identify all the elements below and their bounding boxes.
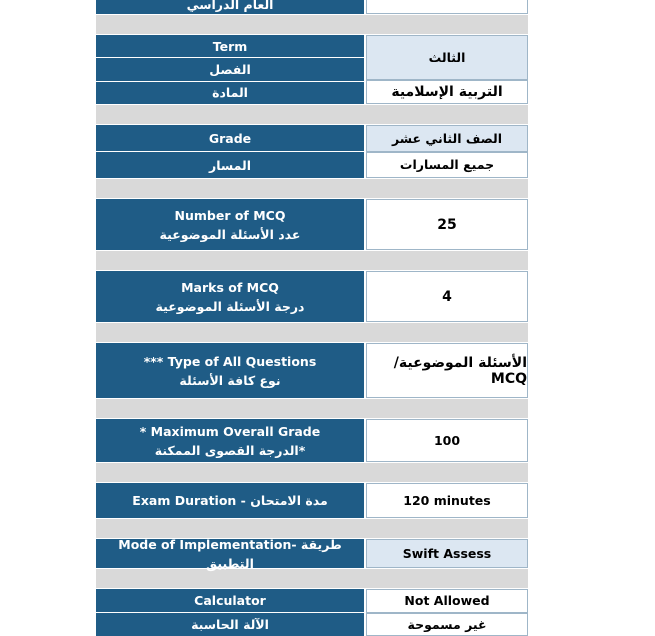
separator [96,398,528,418]
grade-track-labels [96,125,366,178]
duration-row [96,482,528,518]
term-value: الثالث [366,35,528,80]
calculator-value-en: Not Allowed [366,589,528,613]
semester-label: الفصل [96,57,364,80]
track-label: المسار [96,151,364,178]
mcq-count-value: 25 [366,199,528,250]
mcq-count-label: Number of MCQ عدد الأسئلة الموضوعية [96,199,366,250]
calculator-labels [96,589,366,636]
term-subject-values [366,35,528,104]
term-subject-labels [96,35,366,104]
separator [96,14,528,34]
separator [96,104,528,124]
question-type-value: الأسئلة الموضوعية/ MCQ [366,343,528,398]
grade-label: Grade [96,125,364,151]
academic-year-label: العام الدراسي [96,0,366,14]
track-value: جميع المسارات [366,152,528,179]
max-grade-value: 100 [366,419,528,462]
mode-value: Swift Assess [366,539,528,568]
calculator-row [96,588,528,636]
separator [96,462,528,482]
subject-value: التربية الإسلامية [366,80,528,104]
calculator-label-ar: الآلة الحاسبة [96,612,364,636]
mode-row [96,538,528,568]
question-type-label: *** Type of All Questions نوع كافة الأسئلة [96,343,366,398]
mcq-marks-value: 4 [366,271,528,322]
separator [96,250,528,270]
mcq-marks-row [96,270,528,322]
subject-label: المادة [96,81,364,104]
separator [96,178,528,198]
question-type-row [96,342,528,398]
duration-value: 120 minutes [366,483,528,518]
grade-track-values [366,125,528,178]
academic-year-row [96,0,528,14]
max-grade-label: * Maximum Overall Grade *الدرجة القصوى الممكنة [96,419,366,462]
academic-year-value [366,0,528,14]
max-grade-row [96,418,528,462]
calculator-value-ar: غير مسموحة [366,613,528,636]
grade-track-row [96,124,528,178]
mcq-count-row [96,198,528,250]
term-subject-row [96,34,528,104]
separator [96,322,528,342]
calculator-values [366,589,528,636]
term-label: Term [96,35,364,57]
duration-label: Exam Duration - مدة الامتحان [96,483,366,518]
grade-value: الصف الثاني عشر [366,125,528,152]
calculator-label-en: Calculator [96,589,364,612]
mcq-marks-label: Marks of MCQ درجة الأسئلة الموضوعية [96,271,366,322]
exam-specification-table [96,0,528,636]
mode-label: Mode of Implementation- طريقة التطبيق [96,539,366,568]
